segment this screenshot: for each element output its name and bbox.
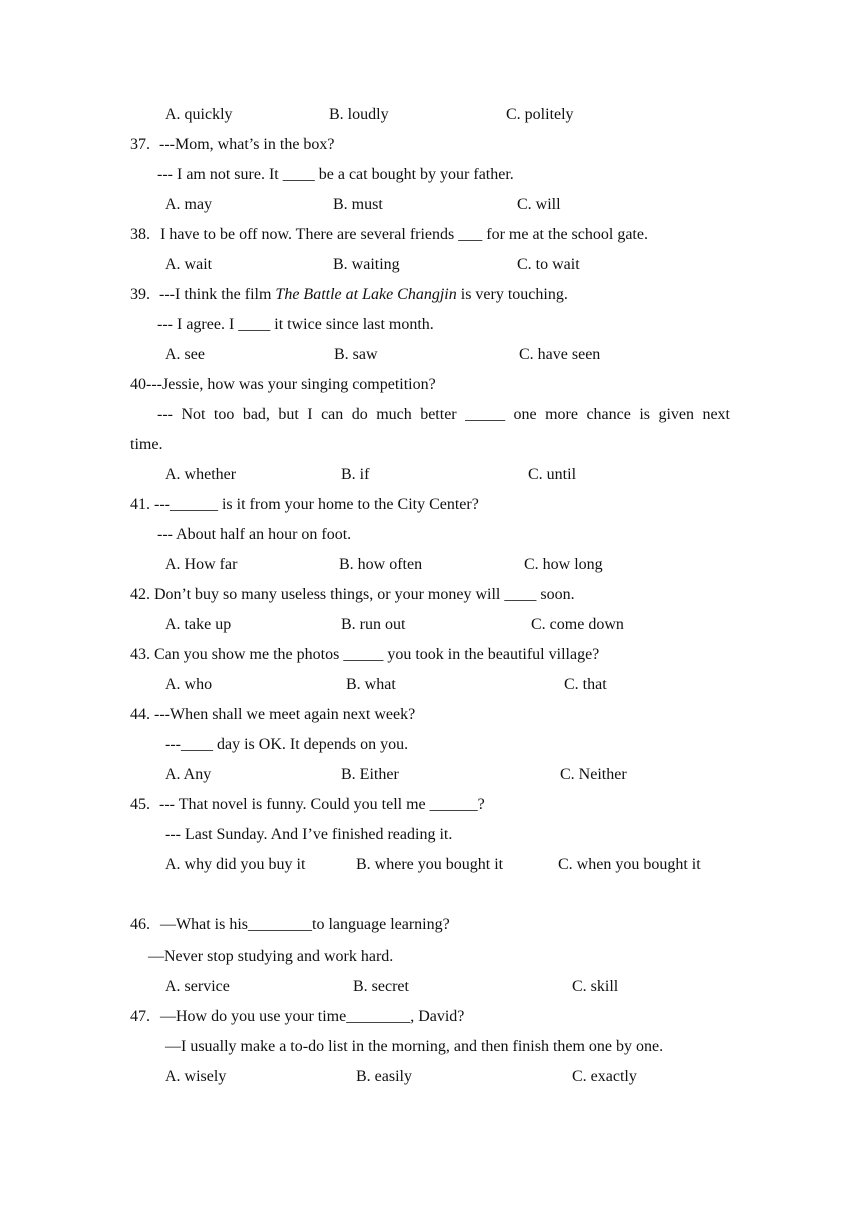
q38-option-c: C. to wait <box>517 256 580 273</box>
q40-option-a: A. whether <box>165 466 237 483</box>
q39-prompt-pre: ---I think the film <box>159 286 276 303</box>
q43-option-a: A. who <box>165 676 213 693</box>
q37-option-b: B. must <box>333 196 383 213</box>
q39-prompt <box>159 285 568 305</box>
q46-reply: —Never stop studying and work hard. <box>148 948 394 965</box>
q37-number: 37. <box>130 136 150 153</box>
q37-prompt: ---Mom, what’s in the box? <box>159 136 335 153</box>
q46-prompt: —What is his________to language learning? <box>160 916 450 933</box>
q40-reply-line1: --- Not too bad, but I can do much better _____ one more chance is given next <box>157 406 730 423</box>
q41-option-a: A. How far <box>165 556 238 573</box>
q41-prompt: 41. ---______ is it from your home to the City Center? <box>130 496 479 513</box>
q42-prompt: 42. Don’t buy so many useless things, or your money will ____ soon. <box>130 586 575 603</box>
q45-prompt: --- That novel is funny. Could you tell me ______? <box>159 796 485 813</box>
q41-reply: --- About half an hour on foot. <box>157 526 352 543</box>
q40-reply-line2: time. <box>130 436 163 453</box>
q44-prompt: 44. ---When shall we meet again next week? <box>130 706 416 723</box>
q46-option-b: B. secret <box>353 978 409 995</box>
q39-reply: --- I agree. I ____ it twice since last month. <box>157 316 434 333</box>
q39-option-b: B. saw <box>334 346 378 363</box>
q38-option-a: A. wait <box>165 256 213 273</box>
q44-option-c: C. Neither <box>560 766 627 783</box>
q39-prompt-post: is very touching. <box>456 286 568 303</box>
q45-number: 45. <box>130 796 150 813</box>
q37-reply: --- I am not sure. It ____ be a cat bought by your father. <box>157 166 514 183</box>
q41-option-b: B. how often <box>339 556 423 573</box>
q47-number: 47. <box>130 1008 150 1025</box>
q46-option-a: A. service <box>165 978 230 995</box>
q40-prompt: 40---Jessie, how was your singing competition? <box>130 376 436 393</box>
q36-option-a: A. quickly <box>165 106 233 123</box>
q42-option-a: A. take up <box>165 616 232 633</box>
q38-prompt: I have to be off now. There are several friends ___ for me at the school gate. <box>160 226 648 243</box>
q45-option-c: C. when you bought it <box>558 856 701 873</box>
q47-option-b: B. easily <box>356 1068 412 1085</box>
q45-option-b: B. where you bought it <box>356 856 504 873</box>
q40-option-b: B. if <box>341 466 370 483</box>
q44-reply: ---____ day is OK. It depends on you. <box>165 736 409 753</box>
q43-option-b: B. what <box>346 676 396 693</box>
q45-option-a: A. why did you buy it <box>165 856 306 873</box>
q39-option-c: C. have seen <box>519 346 601 363</box>
q37-option-a: A. may <box>165 196 213 213</box>
q39-number: 39. <box>130 286 150 303</box>
q47-option-c: C. exactly <box>572 1068 637 1085</box>
q43-prompt: 43. Can you show me the photos _____ you took in the beautiful village? <box>130 646 600 663</box>
q39-option-a: A. see <box>165 346 205 363</box>
q38-option-b: B. waiting <box>333 256 400 273</box>
q46-option-c: C. skill <box>572 978 619 995</box>
q47-reply: —I usually make a to-do list in the morning, and then finish them one by one. <box>165 1038 664 1055</box>
q43-option-c: C. that <box>564 676 607 693</box>
q39-film-title: The Battle at Lake Changjin <box>275 286 457 303</box>
q47-prompt: —How do you use your time________, David? <box>160 1008 465 1025</box>
q41-option-c: C. how long <box>524 556 603 573</box>
q45-reply: --- Last Sunday. And I’ve finished reading it. <box>165 826 453 843</box>
q38-number: 38. <box>130 226 150 243</box>
q36-option-c: C. politely <box>506 106 574 123</box>
q44-option-b: B. Either <box>341 766 399 783</box>
q40-option-c: C. until <box>528 466 577 483</box>
q42-option-b: B. run out <box>341 616 406 633</box>
q37-option-c: C. will <box>517 196 561 213</box>
q42-option-c: C. come down <box>531 616 624 633</box>
q36-option-b: B. loudly <box>329 106 389 123</box>
q47-option-a: A. wisely <box>165 1068 227 1085</box>
q46-number: 46. <box>130 916 150 933</box>
q44-option-a: A. Any <box>165 766 212 783</box>
